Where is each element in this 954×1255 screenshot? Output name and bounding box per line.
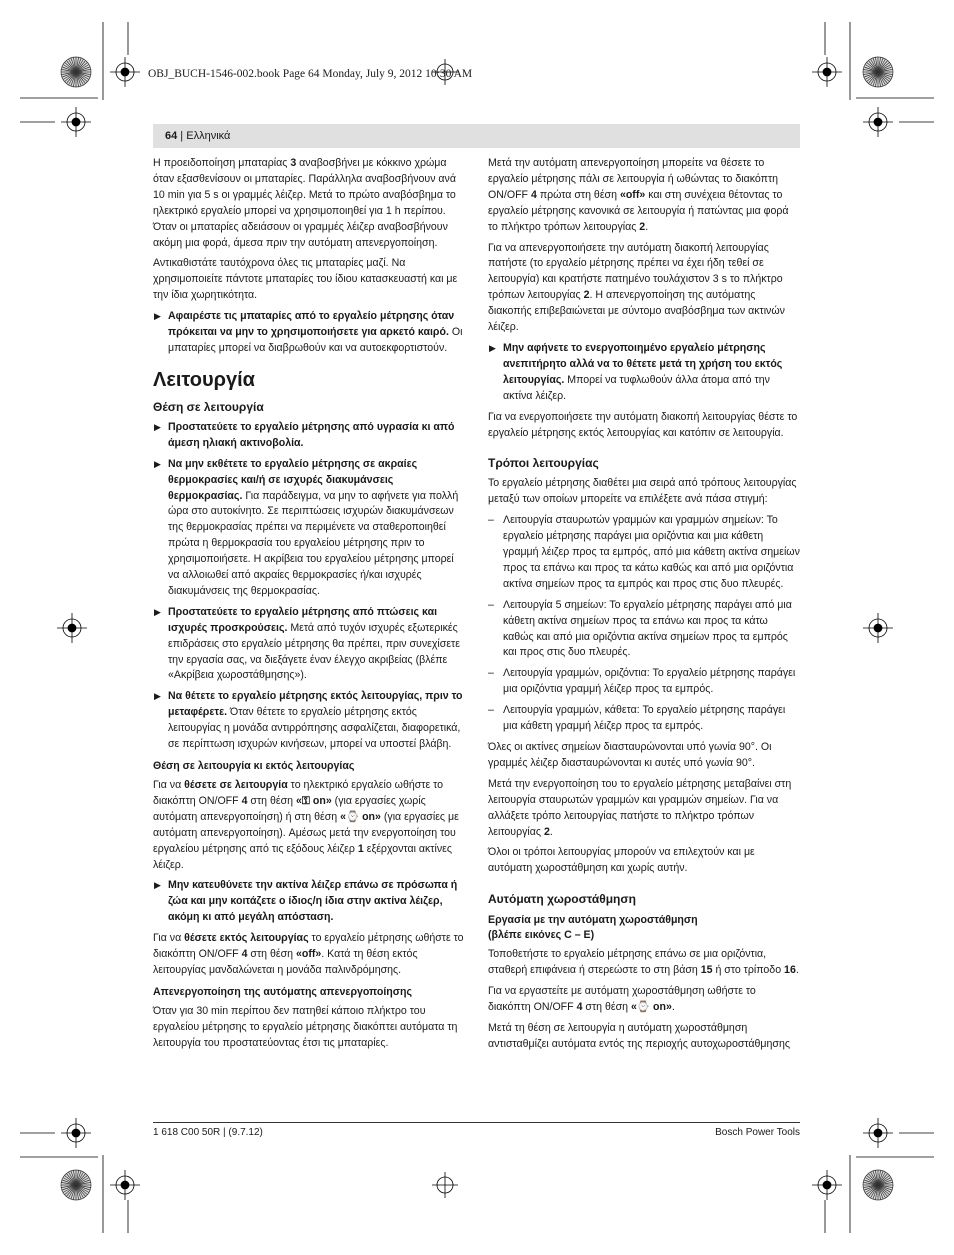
compensation-paragraph: Μετά τη θέση σε λειτουργία η αυτόματη χωροστάθμηση αντισταθμίζει αυτόματα εντός της περιοχής αυτοχωροστάθμησης <box>488 1021 790 1050</box>
switch-off-paragraph: Για να θέσετε εκτός λειτουργίας το εργαλείο μέτρησης ωθήστε το διακόπτη ON/OFF 4 στη θέση «off». Κατά τη θέση εκτός λειτουργίας μανδαλώνεται η μονάδα παλινδρόμησης. <box>153 932 464 976</box>
page-header <box>165 130 230 142</box>
restart-paragraph: Μετά την αυτόματη απενεργοποίηση μπορείτε να θέσετε το εργαλείο μέτρησης πάλι σε λειτουργία ή ωθώντας το διακόπτη ON/OFF 4 πρώτα στη θέση «off» και στη συνέχεια θέτοντας το εργαλείο μέτρησης κανονικά σε λειτουργία ή πατώντας μια φορά το πλήκτρο τρόπων λειτουργίας 2. <box>488 157 789 233</box>
bullet-triangle-icon: ▶ <box>154 458 161 469</box>
mode-item: – Λειτουργία σταυρωτών γραμμών και γραμμών σημείων: Το εργαλείο μέτρησης παράγει μια οριζόντια και μια κάθετη γραμμή λέιζερ προς τα εμπρός, από μια κάθετη ακτίνα σημείων προς τα επάνω και προς τα κάτω καθώς και από μια οριζόντια ακτίνα σημείων προς τα εμπρός και προς στις δυο πλευρές. <box>488 514 800 590</box>
header-language: Ελληνικά <box>186 130 231 142</box>
modes-intro-paragraph: Το εργαλείο μέτρησης διαθέτει μια σειρά από τρόπους λειτουργίας μεταξύ των οποίων μπορείτε να επιλέξετε ανά πάσα στιγμή: <box>488 477 797 506</box>
warning-bullet-remove-batteries: ▶ Αφαιρέστε τις μπαταρίες από το εργαλείο μέτρησης όταν πρόκειται να μην το χρησιμοποιήσετε για αρκετό καιρό. Οι μπαταρίες μπορεί να διαβρωθούν και να αυτοεκφορτιστούν. <box>154 310 463 354</box>
warning-bullet-moisture: ▶ Προστατεύετε το εργαλείο μέτρησης από υγρασία κι από άμεση ηλιακή ακτινοβολία. <box>154 420 455 449</box>
footer-doc-number: 1 618 C00 50R | (9.7.12) <box>153 1127 263 1138</box>
subsection-title-auto-leveling: Αυτόματη χωροστάθμηση <box>488 892 636 907</box>
mode-switch-paragraph: Μετά την ενεργοποίηση του το εργαλείο μέτρησης μεταβαίνει στη λειτουργία σταυρωτών γραμμών και γραμμών σημείων. Για να αλλάξετε τρόπο λειτουργίας πατήστε το πλήκτρο τρόπων λειτουργίας 2. <box>488 777 792 838</box>
warning-bullet-transport: ▶ Να θέτετε το εργαλείο μέτρησης εκτός λειτουργίας, πριν το μεταφέρετε. Όταν θέτετε το εργαλείο μέτρησης εκτός λειτουργίας η μονάδα αντιρρόπησης ασφαλίζεται, διαφορετικά, σε περίπτωση ισχυρών κινήσεων, μπορεί να υποστεί βλάβη. <box>154 690 463 751</box>
left-column <box>153 156 465 1057</box>
mode-item: – Λειτουργία γραμμών, κάθετα: Το εργαλείο μέτρησης παράγει μια κάθετη γραμμή λέιζερ προς τα εμπρός. <box>488 704 786 733</box>
right-column <box>488 156 800 1058</box>
warning-bullet-temperature: ▶ Να μην εκθέτετε το εργαλείο μέτρησης σε ακραίες θερμοκρασίες και/ή σε ισχυρές διακυμάνσεις θερμοκρασίας. Για παράδειγμα, να μην το αφήνετε για πολλή ώρα στο αυτοκίνητο. Σε περιπτώσεις ισχυρών διακυμάνσεων της θερμοκρασίας πρέπει να περιμένετε να σταθεροποιηθεί πρώτα η θερμοκρασία του εργαλείου μέτρησης πριν το χρησιμοποιήσετε. Η ακρίβεια του εργαλείου μέτρησης μπορεί να αλλοιωθεί από ακραίες θερμοκρασίες ή/και ισχυρές διακυμάνσεις της θερμοκρασίας. <box>154 457 459 597</box>
switch-on-paragraph: Για να θέσετε σε λειτουργία το ηλεκτρικό εργαλείο ωθήστε το διακόπτη ON/OFF 4 στη θέση «⚿ on» (για εργασίες χωρίς αυτόματη απενεργοποίηση) ή στη θέση «⌚ on» (για εργασίες με αυτόματη απενεργοποίηση). Αμέσως μετά την ενεργοποίηση του εργαλείου μέτρησης από τις εξόδους λέιζερ 1 εξέρχονται ακτίνες λέιζερ. <box>153 779 459 871</box>
subheading-see-figures: (βλέπε εικόνες C – E) <box>488 929 595 942</box>
footer-brand: Bosch Power Tools <box>715 1127 800 1138</box>
subsection-title-modes: Τρόποι λειτουργίας <box>488 456 599 471</box>
section-title-operation: Λειτουργία <box>153 368 255 391</box>
subsection-title-startup: Θέση σε λειτουργία <box>153 399 264 414</box>
modes-leveling-paragraph: Όλοι οι τρόποι λειτουργίας μπορούν να επιλεχτούν και με αυτόματη χωροστάθμηση και χωρίς αυτήν. <box>488 846 755 875</box>
mode-item: – Λειτουργία γραμμών, οριζόντια: Το εργαλείο μέτρησης παράγει μια οριζόντια γραμμή λέιζερ προς τα εμπρός. <box>488 667 796 696</box>
warning-bullet-impact: ▶ Προστατεύετε το εργαλείο μέτρησης από πτώσεις και ισχυρές προσκρούσεις. Μετά από τυχόν ισχυρές εξωτερικές επιδράσεις στο εργαλείο μέτρησης θα πρέπει, πριν συνεχίσετε την εργασία σας, να διεξάγετε έναν έλεγχο ακριβείας (βλέπε «Ακρίβεια χωροστάθμησης»). <box>154 605 460 682</box>
enable-shutoff-paragraph: Για να ενεργοποιήσετε την αυτόματη διακοπή λειτουργίας θέστε το εργαλείο μέτρησης εκτός λειτουργίας και κατόπιν σε λειτουργία. <box>488 410 798 439</box>
file-info: OBJ_BUCH-1546-002.book Page 64 Monday, July 9, 2012 10:30 AM <box>148 68 473 80</box>
subheading-on-off: Θέση σε λειτουργία κι εκτός λειτουργίας <box>153 760 355 772</box>
placement-paragraph: Τοποθετήστε το εργαλείο μέτρησης επάνω σε μια οριζόντια, σταθερή επιφάνεια ή στερεώστε το στη βάση 15 ή στο τρίποδο 16. <box>488 948 799 977</box>
footer-rule <box>153 1122 800 1123</box>
page-header-bar <box>153 124 800 148</box>
disable-shutoff-paragraph: Για να απενεργοποιήσετε την αυτόματη διακοπή λειτουργίας πατήστε (το εργαλείο μέτρησης πρέπει να έχει ήδη τεθεί σε λειτουργία) και κρατήστε πατημένο τουλάχιστον 3 s το πλήκτρο τρόπων λειτουργίας 2. Η απενεργοποίηση της αυτόματης διακοπής επιβεβαιώνεται με σύντομο αναβόσβημα των ακτινών λέιζερ. <box>488 241 785 334</box>
page-number: 64 <box>165 130 178 142</box>
bullet-triangle-icon: ▶ <box>154 691 161 702</box>
header-separator: | <box>177 130 187 142</box>
bullet-triangle-icon: ▶ <box>489 342 496 353</box>
angles-paragraph: Όλες οι ακτίνες σημείων διασταυρώνονται υπό γωνία 90°. Οι γραμμές λέιζερ διασταυρώνονται κι αυτές υπό γωνία 90°. <box>488 741 772 769</box>
mode-item: – Λειτουργία 5 σημείων: Το εργαλείο μέτρησης παράγει από μια κάθετη ακτίνα σημείων προς τα επάνω και προς τα κάτω καθώς και από μια οριζόντια ακτίνα σημείων προς τα εμπρός και προς στις δυο πλευρές. <box>488 598 792 659</box>
bullet-triangle-icon: ▶ <box>154 421 161 432</box>
auto-shutoff-paragraph: Όταν για 30 min περίπου δεν πατηθεί κάποιο πλήκτρο του εργαλείου μέτρησης το εργαλείο μέτρησης διακόπτει αυτόματα τη λειτουργία του προστατεύοντας έτσι τις μπαταρίες. <box>153 1004 458 1049</box>
warning-bullet-laser-eyes: ▶ Μην κατευθύνετε την ακτίνα λέιζερ επάνω σε πρόσωπα ή ζώα και μην κοιτάζετε ο ίδιος/η ίδια στην ακτίνα λέιζερ, ακόμη κι από μεγάλη απόσταση. <box>154 879 458 924</box>
battery-warning-paragraph: Η προειδοποίηση μπαταρίας 3 αναβοσβήνει με κόκκινο χρώμα όταν εξασθενίσουν οι μπαταρίες. Παράλληλα αναβοσβήνουν ανά 10 min για 5 s οι γραμμές λέιζερ. Μετά το πρώτο αναβόσβημα το ηλεκτρικό εργαλείο μπορεί να χρησιμοποιηθεί για 1 h περίπου. Όταν οι μπαταρίες αδειάσουν οι γραμμές λέιζερ αναβοσβήνουν ακόμη μια φορά, άμεσα πριν την αυτόματη απενεργοποίηση. <box>153 157 456 249</box>
bullet-triangle-icon: ▶ <box>154 311 161 322</box>
battery-replace-paragraph: Αντικαθιστάτε ταυτόχρονα όλες τις μπαταρίες μαζί. Να χρησιμοποιείτε πάντοτε μπαταρίες του ίδιου κατασκευαστή και με την ίδια χωρητικότητα. <box>153 257 458 302</box>
bullet-triangle-icon: ▶ <box>154 606 161 617</box>
subheading-auto-shutoff: Απενεργοποίηση της αυτόματης απενεργοποίησης <box>153 985 412 998</box>
bullet-triangle-icon: ▶ <box>154 880 161 891</box>
leveling-switch-paragraph: Για να εργαστείτε με αυτόματη χωροστάθμηση ωθήστε το διακόπτη ON/OFF 4 στη θέση «⌚ on». <box>488 985 756 1013</box>
warning-bullet-unattended: ▶ Μην αφήνετε το ενεργοποιημένο εργαλείο μέτρησης ανεπιτήρητο αλλά να το θέτετε μετά τη χρήση του εκτός λειτουργίας. Μπορεί να τυφλωθούν άλλα άτομα από την ακτίνα λέιζερ. <box>489 341 783 402</box>
subheading-working-with-leveling: Εργασία με την αυτόματη χωροστάθμηση <box>488 914 698 927</box>
